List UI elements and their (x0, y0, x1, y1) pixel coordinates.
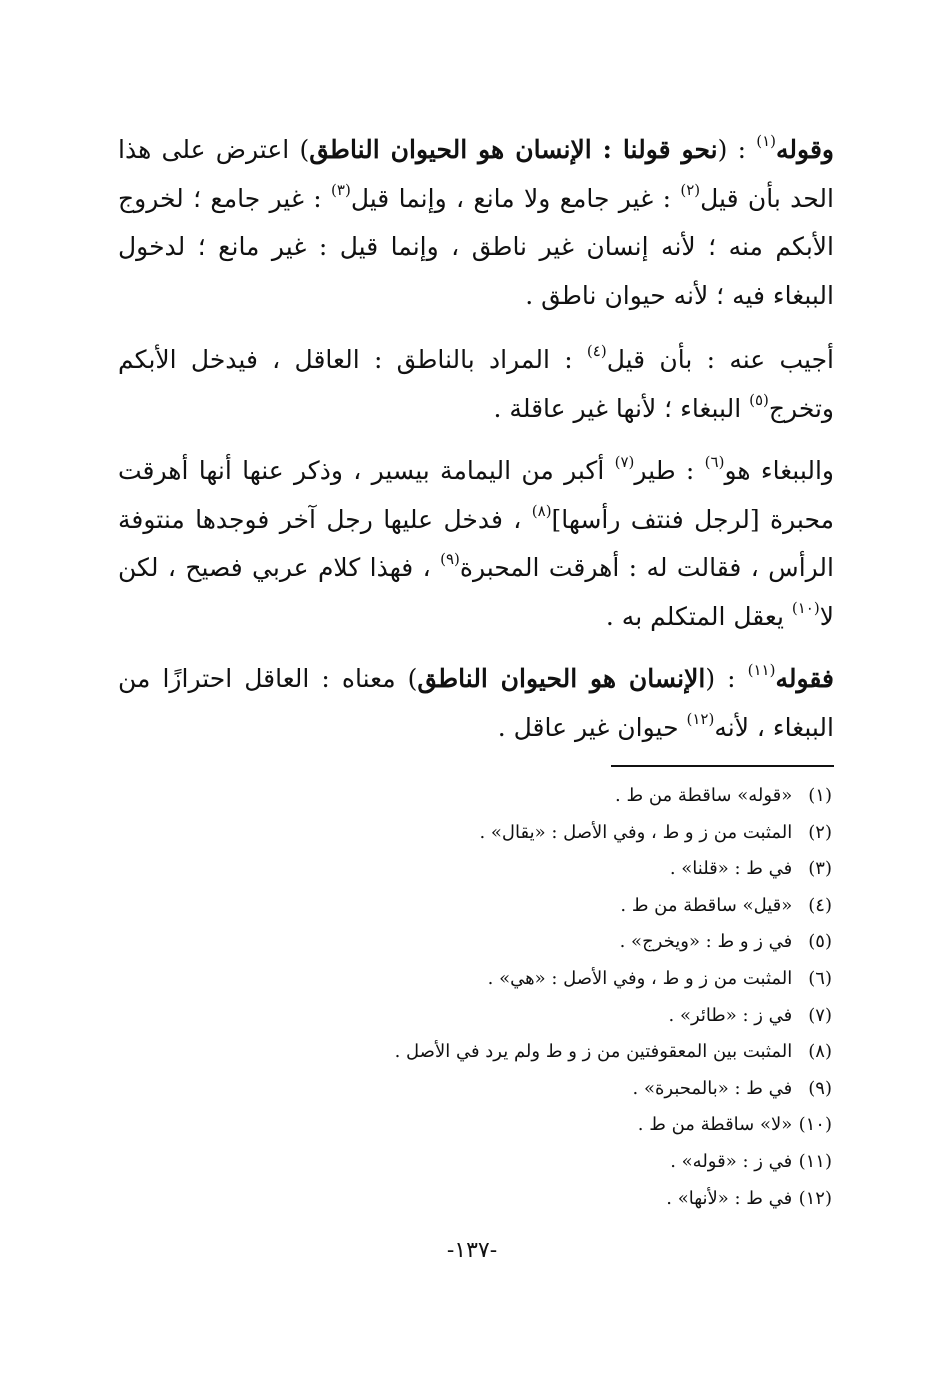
footnote-separator (611, 765, 834, 767)
footnote-ref-10: (١٠) (791, 598, 820, 617)
paragraph-4 (118, 655, 834, 752)
text-segment: ) معناه : العاقل احترازًا من الببغاء ، لأنه (118, 664, 834, 742)
footnote-ref-8: (٨) (531, 501, 552, 520)
footnote-10 (312, 1107, 832, 1144)
footnote-8 (312, 1034, 832, 1071)
footnote-1 (312, 778, 832, 815)
footnote-text: في ط : «قلنا» . (669, 858, 793, 880)
text-segment: حيوان غير عاقل . (497, 712, 687, 742)
text-segment: : غير جامع ؛ لخروج الأبكم منه ؛ لأنه إنسان غير ناطق ، وإنما قيل : غير مانع ؛ لدخول الببغاء فيه ؛ لأنه حيوان ناطق . (118, 183, 834, 310)
lead-word: فقوله (775, 664, 834, 693)
footnote-5 (312, 924, 832, 961)
lead-word: وقوله (776, 135, 834, 164)
bold-quote: الإنسان هو الحيوان الناطق (417, 664, 706, 693)
footnote-ref-6: (٦) (704, 453, 725, 471)
footnote-text: في ط : «لأنها» . (666, 1187, 793, 1209)
footnote-ref-11: (١١) (747, 661, 776, 679)
text-segment: ، فدخل عليها رجل آخر فوجدها منتوفة الرأس ، فقالت له : أهرقت المحبرة (118, 504, 834, 582)
footnote-text: المثبت من ز و ط ، وفي الأصل : «هي» . (487, 967, 793, 989)
text-segment: : المراد بالناطق : العاقل ، فيدخل الأبكم وتخرج (118, 345, 834, 423)
text-segment: ) اعترض على هذا الحد بأن قيل (118, 135, 834, 213)
footnote-4 (312, 888, 832, 925)
footnote-6 (312, 961, 832, 998)
footnote-7 (312, 998, 832, 1035)
footnote-text: في ط : «بالمحبرة» . (632, 1077, 793, 1099)
footnote-ref-3: (٣) (331, 180, 351, 199)
text-segment: : غير جامع ولا مانع ، وإنما قيل (350, 183, 681, 213)
footnote-text: «لا» ساقطة من ط . (637, 1114, 793, 1136)
bold-quote: نحو قولنا : الإنسان هو الحيوان الناطق (309, 135, 718, 164)
footnote-3 (312, 851, 832, 888)
footnote-number: (٧) (808, 1004, 832, 1026)
footnote-text: «قيل» ساقطة من ط . (620, 894, 793, 916)
text-segment: أكبر من اليمامة بيسير ، وذكر عنها أنها أهرقت محبرة [لرجل فنتف رأسها] (118, 456, 834, 534)
page-number: -١٣٧- (446, 1238, 498, 1263)
text-segment: الببغاء ؛ لأنها غير عاقلة . (493, 393, 750, 423)
footnote-number: (١٢) (798, 1187, 832, 1209)
text-segment: : طير (634, 456, 705, 485)
footnote-9 (312, 1071, 832, 1108)
footnote-number: (٦) (808, 967, 832, 989)
paragraph-2 (118, 336, 834, 433)
footnote-ref-1: (١) (756, 132, 777, 150)
text-segment: ، فهذا كلام عربي فصيح ، لكن لا (118, 553, 834, 631)
footnote-12 (312, 1181, 832, 1218)
footnote-text: المثبت من ز و ط ، وفي الأصل : «يقال» . (479, 821, 793, 843)
footnote-text: «قوله» ساقطة من ط . (615, 785, 793, 806)
text-segment: يعقل المتكلم به . (605, 601, 792, 631)
footnote-ref-9: (٩) (440, 550, 460, 568)
footnote-number: (٤) (808, 894, 832, 916)
footnote-text: في ز : «طائر» . (668, 1004, 793, 1026)
footnote-number: (٩) (808, 1077, 832, 1099)
text-segment: : ( (705, 664, 748, 693)
text-segment: أجيب عنه : بأن قيل (606, 345, 834, 374)
footnote-number: (١) (808, 785, 832, 806)
footnotes-list (312, 778, 832, 1217)
footnote-11 (312, 1144, 832, 1181)
main-text (118, 126, 834, 764)
footnote-ref-2: (٢) (680, 180, 701, 199)
footnote-text: في ز و ط : «ويخرج» . (619, 931, 793, 953)
text-segment: والببغاء هو (724, 456, 835, 485)
text-segment: : ( (717, 135, 757, 164)
footnote-number: (١٠) (798, 1114, 832, 1136)
footnote-number: (٨) (808, 1041, 832, 1063)
footnote-number: (٥) (808, 931, 832, 953)
footnote-text: المثبت بين المعقوفتين من ز و ط ولم يرد في الأصل . (394, 1041, 793, 1063)
footnote-ref-12: (١٢) (686, 709, 715, 728)
paragraph-1 (118, 126, 834, 320)
paragraph-3 (118, 447, 834, 641)
footnote-number: (٣) (808, 858, 832, 880)
footnote-ref-7: (٧) (614, 453, 635, 471)
footnote-text: في ز : «قوله» . (670, 1150, 793, 1172)
footnote-ref-4: (٤) (586, 342, 607, 360)
footnote-2 (312, 815, 832, 852)
footnote-number: (٢) (808, 821, 832, 843)
footnote-number: (١١) (798, 1150, 832, 1172)
footnote-ref-5: (٥) (749, 390, 769, 409)
